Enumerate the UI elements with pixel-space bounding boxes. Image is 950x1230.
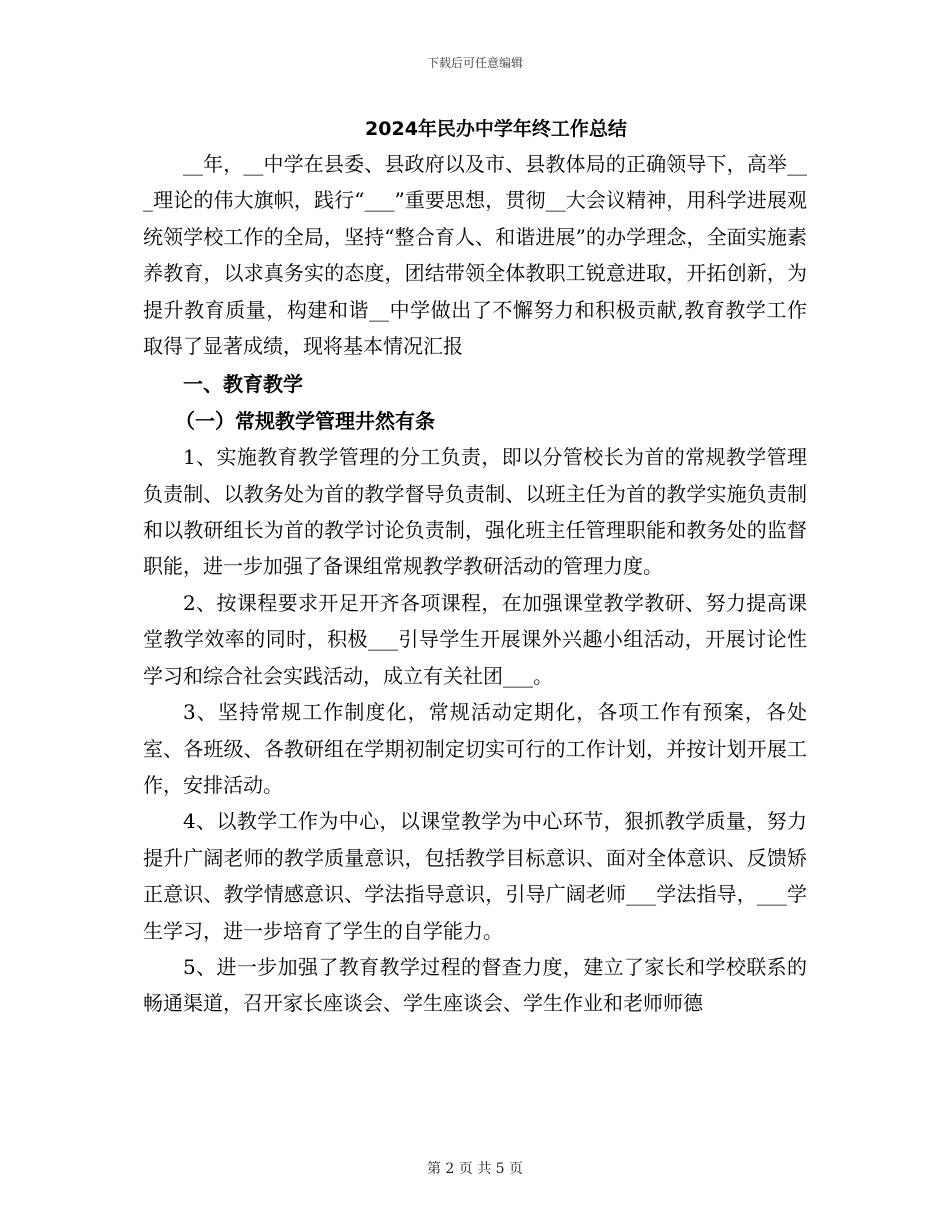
item-paragraph-3: 3、坚持常规工作制度化，常规活动定期化，各项工作有预案，各处室、各班级、各教研组在学期初制定切实可行的工作计划，并按计划开展工作，安排活动。 [143, 700, 807, 797]
page-number: 第 2 页 共 5 页 [426, 1161, 524, 1177]
section-heading-education: 一、教育教学 [183, 372, 303, 397]
subsection-heading-routine: （一）常规教学管理井然有条 [175, 408, 435, 433]
document-title: 2024年民办中学年终工作总结 [365, 118, 627, 140]
item-paragraph-5: 5、进一步加强了教育教学过程的督查力度，建立了家长和学校联系的畅通渠道，召开家长座谈会、学生座谈会、学生作业和老师师德 [143, 954, 807, 1016]
item-paragraph-2: 2、按课程要求开足开齐各项课程，在加强课堂教学教研、努力提高课堂教学效率的同时，积极___引导学生开展课外兴趣小组活动，开展讨论性学习和综合社会实践活动，成立有关社团___。 [143, 590, 807, 688]
header-note: 下载后可任意编辑 [426, 56, 523, 70]
item-paragraph-4: 4、以教学工作为中心，以课堂教学为中心环节，狠抓教学质量，努力提升广阔老师的教学质量意识，包括教学目标意识、面对全体意识、反馈矫正意识、教学情感意识、学法指导意识，引导广阔老师___学法指导，___学生学习，进一步培育了学生的自学能力。 [143, 809, 807, 943]
intro-paragraph: __年，__中学在县委、县政府以及市、县教体局的正确领导下，高举___理论的伟大旗帜，践行“___”重要思想，贯彻__大会议精神，用科学进展观统领学校工作的全局，坚持“整合育人、和谐进展”的办学理念，全面实施素养教育，以求真务实的态度，团结带领全体教职工锐意进取，开拓创新，为提升教育质量，构建和谐__中学做出了不懈努力和积极贡献,教育教学工作取得了显著成绩，现将基本情况汇报 [143, 152, 807, 359]
item-paragraph-1: 1、实施教育教学管理的分工负责，即以分管校长为首的常规教学管理负责制、以教务处为首的教学督导负责制、以班主任为首的教学实施负责制和以教研组长为首的教学讨论负责制，强化班主任管理职能和教务处的监督职能，进一步加强了备课组常规教学教研活动的管理力度。 [143, 445, 807, 579]
document-body [143, 146, 807, 1022]
